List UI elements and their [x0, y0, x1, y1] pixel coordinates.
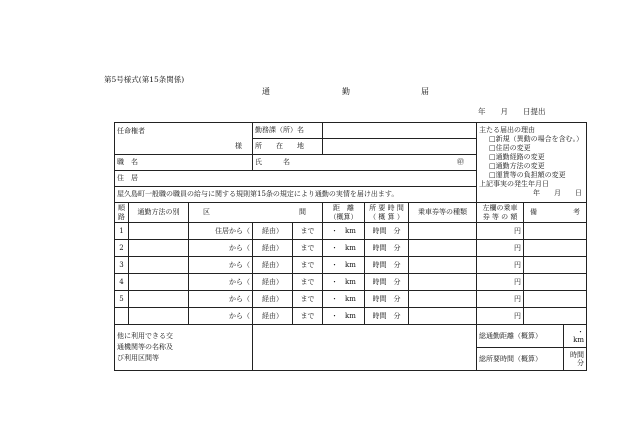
occurrence-label: 上記事実の発生年月日 [479, 180, 550, 188]
total-time-label: 総所要時間（概算） [477, 348, 564, 371]
submission-date: 年 月 日提出 [478, 107, 546, 116]
header-time: 所 要 時 間 （ 概 算 ） [365, 203, 409, 223]
reason-title: 主たる届出の理由 [479, 126, 536, 134]
route-row: 5 から（ 経由） まで ・ km 時間 分 円 [115, 291, 587, 308]
header-distance: 距 離 （概算） [323, 203, 365, 223]
reason-route-change[interactable]: □通勤経路の変更 [489, 153, 545, 161]
address-label: 住 居 [117, 174, 138, 183]
name-cell[interactable] [253, 155, 477, 171]
dept-value[interactable] [323, 123, 477, 139]
reason-method-change[interactable]: □通勤方法の変更 [489, 162, 545, 170]
total-time-value[interactable]: 時間 分 [564, 348, 587, 371]
route-row: 1 住居から（ 経由） まで ・ km 時間 分 円 [115, 223, 587, 240]
route-row: 3 から（ 経由） まで ・ km 時間 分 円 [115, 257, 587, 274]
name-label: 氏 名 [255, 158, 290, 167]
seal-mark: ㊞ [457, 158, 465, 167]
reason-fare-change[interactable]: □運賃等の負担額の変更 [489, 171, 566, 179]
sama-label: 様 [115, 139, 253, 155]
total-distance-label: 総通勤距離（概算） [477, 325, 564, 348]
header-ticket: 乗車券等の種類 [409, 203, 477, 223]
other-transport-value[interactable] [253, 325, 477, 371]
title-char-3: 届 [421, 87, 429, 96]
occurrence-date[interactable]: 年 月 日 [533, 189, 583, 197]
other-transport-label: 他に利用できる交 通機関等の名称及 び利用区間等 [115, 325, 253, 371]
reason-address-change[interactable]: □住居の変更 [489, 144, 531, 152]
title-char-2: 勤 [342, 87, 350, 96]
declaration: 屋久島町一般職の職員の給与に関する規則第15条の規定により通勤の実情を届け出ます。 [115, 187, 477, 203]
route-row: 2 から（ 経由） まで ・ km 時間 分 円 [115, 240, 587, 257]
header-method: 通勤方法の別 [129, 203, 189, 223]
title-char-1: 通 [262, 87, 270, 96]
location-label: 所 在 地 [253, 139, 323, 155]
reason-panel [477, 123, 587, 203]
location-value[interactable] [323, 139, 477, 155]
form-label: 第5号様式(第15条関係) [104, 75, 185, 84]
header-section: 区 間 [189, 203, 323, 223]
header-remarks: 備 考 [524, 203, 587, 223]
appointer-label: 任命権者 [115, 123, 253, 139]
total-distance-value[interactable]: ・ km [564, 325, 587, 348]
header-fare: 左欄の乗車 券 等 の 額 [477, 203, 524, 223]
address-cell[interactable] [115, 171, 477, 187]
route-row: 4 から（ 経由） まで ・ km 時間 分 円 [115, 274, 587, 291]
position-label: 職 名 [115, 155, 253, 171]
commute-form-table [114, 122, 592, 371]
route-row: から（ 経由） まで ・ km 時間 分 円 [115, 308, 587, 325]
dept-label: 勤務課（所）名 [253, 123, 323, 139]
header-order: 順 路 [115, 203, 129, 223]
reason-new[interactable]: □新規（異動の場合を含む。） [489, 135, 584, 143]
